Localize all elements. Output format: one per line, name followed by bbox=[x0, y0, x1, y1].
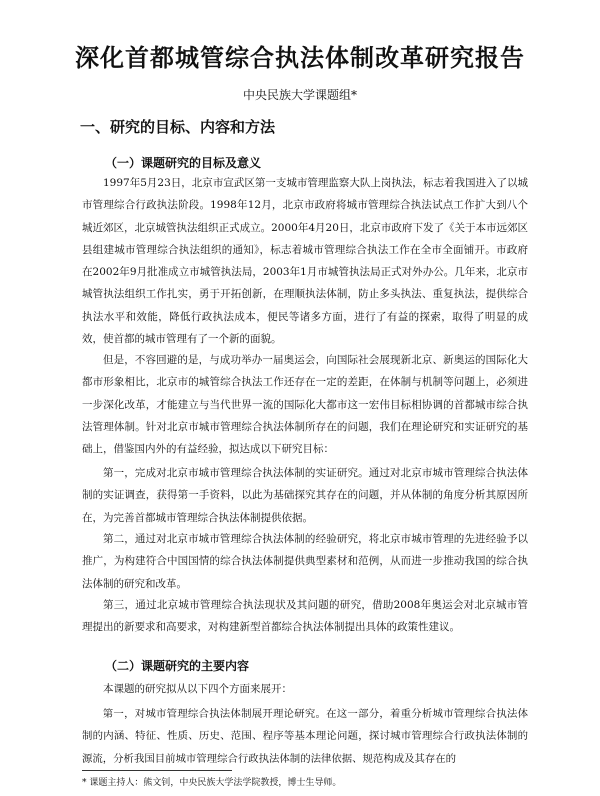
paragraph-6: 本课题的研究拟从以下四个方面来展开： bbox=[103, 683, 292, 695]
footnote: * 课题主持人：熊文钊，中央民族大学法学院教授，博士生导师。 bbox=[82, 778, 342, 788]
paragraph-2: 但是，不容回避的是，与成功举办一届奥运会，向国际社会展现新北京、新奥运的国际化大都市形象相比，北京市的城管综合执法工作还存在一定的差距，在体制与机制等问题上，必须进一步深化改革，才能建立与当代世界一流的国际化大都市这一宏伟目标相协调的首都城市综合执法管理体制。针对北京市城市管理综合执法体制所存在的问题，我们在理论研究和实证研究的基础上，借鉴国内外的有益经验，拟达成以下研究目标： bbox=[82, 354, 528, 456]
section-heading-1: 一、研究的目标、内容和方法 bbox=[80, 118, 276, 136]
paragraph-3: 第一，完成对北京市城市管理综合执法体制的实证研究。通过对北京市城市管理综合执法体制的实证调查，获得第一手资料，以此为基础探究其存在的问题，并从体制的角度分析其原因所在，为完善首都城市管理综合执法体制提供依据。 bbox=[82, 467, 528, 524]
subsection-heading-2: （二）课题研究的主要内容 bbox=[105, 659, 250, 673]
page-title: 深化首都城管综合执法体制改革研究报告 bbox=[75, 44, 525, 72]
author-line: 中央民族大学课题组* bbox=[242, 88, 357, 102]
paragraph-4: 第二，通过对北京市城市管理综合执法体制的经验研究，将北京市城市管理的先进经验予以推广，为构建符合中国国情的综合执法体制提供典型素材和范例，从而进一步推动我国的综合执法体制的研究和改革。 bbox=[82, 533, 528, 590]
subsection-heading-1: （一）课题研究的目标及意义 bbox=[105, 156, 262, 170]
paragraph-1: 1997年5月23日，北京市宣武区第一支城市管理监察大队上岗执法，标志着我国进入了以城市管理综合行政执法阶段。1998年12月，北京市政府将城市管理综合执法试点工作扩大到八个城近郊区，北京城管执法组织正式成立。2000年4月20日，北京市政府下发了《关于本市远郊区县组建城市管理综合执法组织的通知》，标志着城市管理综合执法工作在全市全面铺开。市政府在2002年9月批准成立市城管执法局，2003年1月市城管执法局正式对外办公。几年来，北京市城管执法组织工作扎实，勇于开拓创新，在理顺执法体制，防止多头执法、重复执法，提供综合执法水平和效能，降低行政执法成本，便民等诸多方面，进行了有益的探索，取得了明显的成效，使首都的城市管理有了一个新的面貌。 bbox=[82, 177, 528, 346]
footnote-divider bbox=[82, 770, 232, 771]
paragraph-5: 第三，通过北京城市管理综合执法现状及其问题的研究，借助2008年奥运会对北京城市管理提出的新要求和高要求，对构建新型首都综合执法体制提出具体的政策性建议。 bbox=[82, 599, 528, 634]
paragraph-7: 第一，对城市管理综合执法体制展开理论研究。在这一部分，着重分析城市管理综合执法体制的内涵、特征、性质、历史、范围、程序等基本理论问题，探讨城市管理综合行政执法体制的源流，分析我国目前城市管理综合行政执法体制的法律依据、规范构成及其存在的 bbox=[82, 708, 528, 765]
